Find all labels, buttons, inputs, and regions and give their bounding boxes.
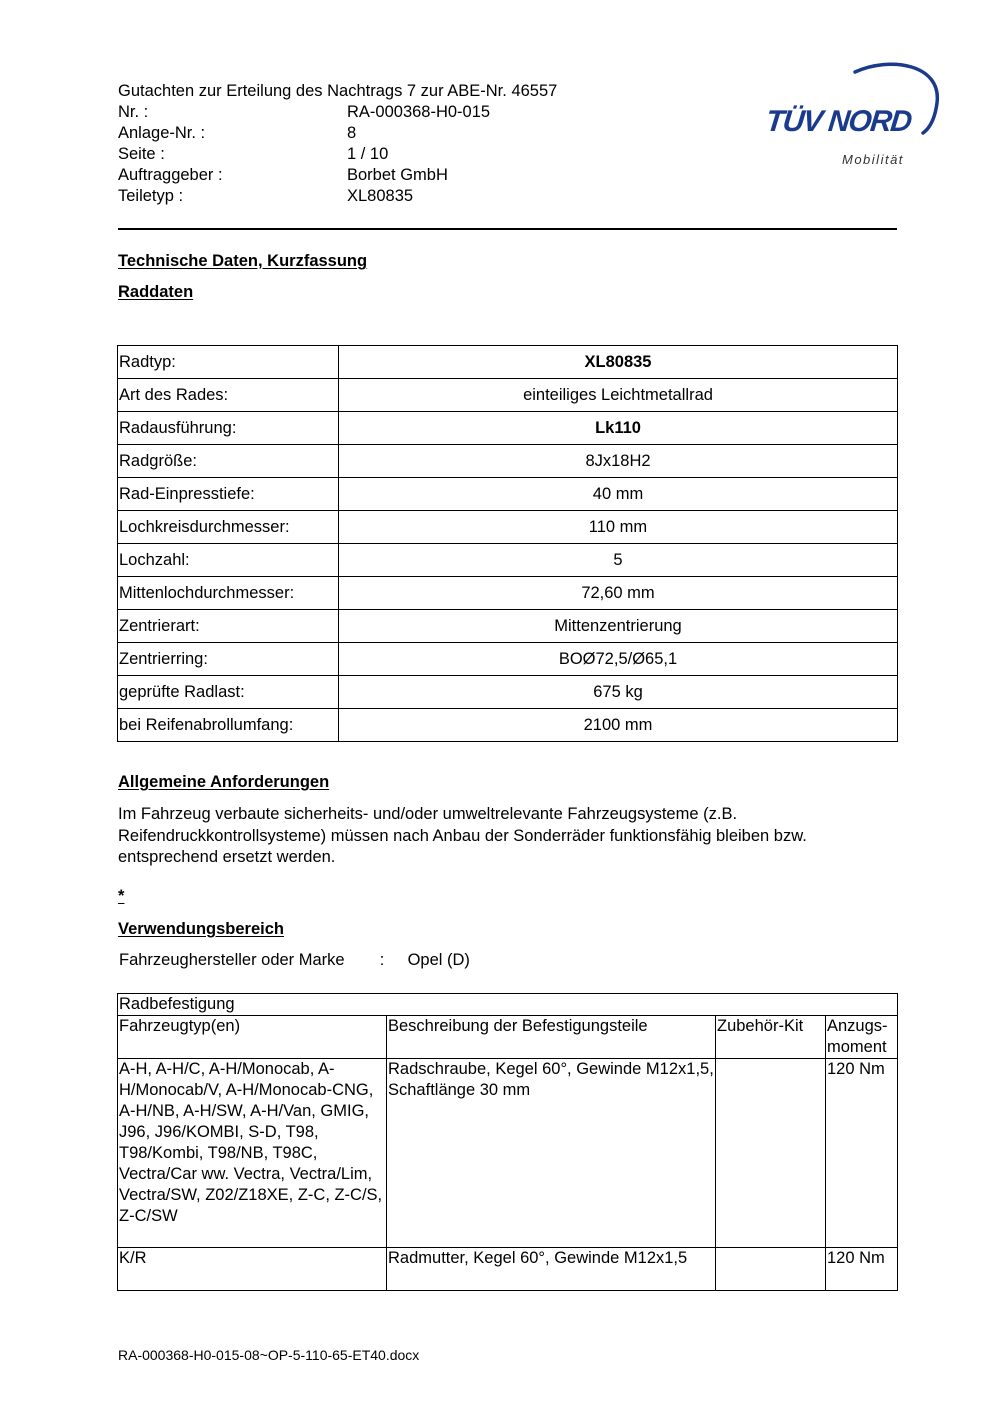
column-header: Zubehör-Kit — [716, 1016, 826, 1059]
manufacturer-line — [119, 951, 470, 970]
header-label: Anlage-Nr. : — [118, 124, 206, 142]
table-row — [118, 1248, 898, 1291]
tuv-nord-logo — [760, 58, 945, 173]
header-row-nr — [118, 102, 557, 123]
wheel-attribute-label: bei Reifenabrollumfang: — [118, 709, 339, 742]
table-row — [118, 412, 898, 445]
table-row — [118, 709, 898, 742]
manufacturer-separator: : — [379, 951, 385, 969]
wheel-data-table — [117, 345, 898, 742]
header-value: Borbet GmbH — [347, 166, 448, 184]
manufacturer-label: Fahrzeughersteller oder Marke — [119, 951, 345, 969]
mounting-title-row — [118, 994, 898, 1016]
header-value: 1 / 10 — [347, 145, 389, 163]
mounting-header-row — [118, 1016, 898, 1059]
requirements-text: Im Fahrzeug verbaute sicherheits- und/oder umweltrelevante Fahrzeugsysteme (z.B. Reifendruckkontrollsysteme) müssen nach Anbau der Sonderräder funktionsfähig bleiben bzw. entsprechend ersetzt werden. — [118, 805, 807, 866]
footer-filename: RA-000368-H0-015-08~OP-5-110-65-ET40.docx — [118, 1347, 420, 1363]
wheel-attribute-value: 40 mm — [339, 478, 898, 511]
table-row — [118, 544, 898, 577]
wheel-attribute-label: Mittenlochdurchmesser: — [118, 577, 339, 610]
table-row — [118, 379, 898, 412]
accessory-kit-cell — [716, 1248, 826, 1291]
column-header: Beschreibung der Befestigungsteile — [387, 1016, 716, 1059]
wheel-attribute-label: geprüfte Radlast: — [118, 676, 339, 709]
wheel-attribute-value: 72,60 mm — [339, 577, 898, 610]
header-divider — [118, 228, 897, 230]
usage-heading: Verwendungsbereich — [118, 920, 284, 938]
torque-cell: 120 Nm — [826, 1059, 898, 1248]
table-row — [118, 346, 898, 379]
manufacturer-value: Opel (D) — [407, 951, 470, 969]
column-header: Fahrzeugtyp(en) — [118, 1016, 387, 1059]
wheel-attribute-value: 8Jx18H2 — [339, 445, 898, 478]
requirements-heading: Allgemeine Anforderungen — [118, 773, 330, 791]
logo-sub-text: Mobilität — [842, 152, 904, 167]
wheel-attribute-value: einteiliges Leichtmetallrad — [339, 379, 898, 412]
table-row — [118, 577, 898, 610]
wheel-attribute-label: Lochkreisdurchmesser: — [118, 511, 339, 544]
header-row-seite — [118, 144, 557, 165]
wheel-attribute-value: Mittenzentrierung — [339, 610, 898, 643]
column-header: Anzugs- moment — [826, 1016, 898, 1059]
document-title: Gutachten zur Erteilung des Nachtrags 7 zur ABE-Nr. 46557 — [118, 82, 558, 100]
wheel-attribute-label: Zentrierring: — [118, 643, 339, 676]
wheel-attribute-label: Lochzahl: — [118, 544, 339, 577]
header-row-anlage — [118, 123, 557, 144]
wheel-attribute-label: Rad-Einpresstiefe: — [118, 478, 339, 511]
fastener-description-cell: Radschraube, Kegel 60°, Gewinde M12x1,5, Schaftlänge 30 mm — [387, 1059, 716, 1248]
wheel-attribute-value: Lk110 — [339, 412, 898, 445]
wheel-attribute-value: 110 mm — [339, 511, 898, 544]
vehicle-types-cell: A-H, A-H/C, A-H/Monocab, A-H/Monocab/V, A-H/Monocab-CNG, A-H/NB, A-H/SW, A-H/Van, GMIG, J96, J96/KOMBI, S-D, T98, T98/Kombi, T98/NB, T98C, Vectra/Car ww. Vectra, Vectra/Lim, Vectra/SW, Z02/Z18XE, Z-C, Z-C/S, Z-C/SW — [118, 1059, 387, 1248]
raddaten-heading: Raddaten — [118, 283, 194, 301]
header-label: Auftraggeber : — [118, 166, 223, 184]
header-value: RA-000368-H0-015 — [347, 103, 491, 121]
wheel-attribute-value: BOØ72,5/Ø65,1 — [339, 643, 898, 676]
wheel-attribute-label: Radgröße: — [118, 445, 339, 478]
header-label: Teiletyp : — [118, 187, 184, 205]
header-label: Seite : — [118, 145, 165, 163]
header-label: Nr. : — [118, 103, 149, 121]
table-row — [118, 676, 898, 709]
wheel-attribute-label: Zentrierart: — [118, 610, 339, 643]
tech-data-heading: Technische Daten, Kurzfassung — [118, 252, 368, 270]
logo-brand-text: TÜV NORD — [764, 105, 913, 138]
table-row — [118, 1059, 898, 1248]
header-value: XL80835 — [347, 187, 414, 205]
document-header — [118, 81, 557, 207]
mounting-title: Radbefestigung — [118, 994, 898, 1016]
wheel-attribute-value: 5 — [339, 544, 898, 577]
header-row-teiletyp — [118, 186, 557, 207]
wheel-attribute-label: Art des Rades: — [118, 379, 339, 412]
mounting-table — [117, 993, 898, 1291]
wheel-attribute-value: 2100 mm — [339, 709, 898, 742]
table-row — [118, 478, 898, 511]
wheel-attribute-label: Radtyp: — [118, 346, 339, 379]
wheel-attribute-value: 675 kg — [339, 676, 898, 709]
table-row — [118, 643, 898, 676]
wheel-attribute-label: Radausführung: — [118, 412, 339, 445]
torque-cell: 120 Nm — [826, 1248, 898, 1291]
table-row — [118, 610, 898, 643]
header-value: 8 — [347, 124, 357, 142]
asterisk-note: * — [118, 887, 125, 905]
wheel-attribute-value: XL80835 — [339, 346, 898, 379]
vehicle-types-cell: K/R — [118, 1248, 387, 1291]
fastener-description-cell: Radmutter, Kegel 60°, Gewinde M12x1,5 — [387, 1248, 716, 1291]
table-row — [118, 511, 898, 544]
accessory-kit-cell — [716, 1059, 826, 1248]
table-row — [118, 445, 898, 478]
header-row-auftraggeber — [118, 165, 557, 186]
